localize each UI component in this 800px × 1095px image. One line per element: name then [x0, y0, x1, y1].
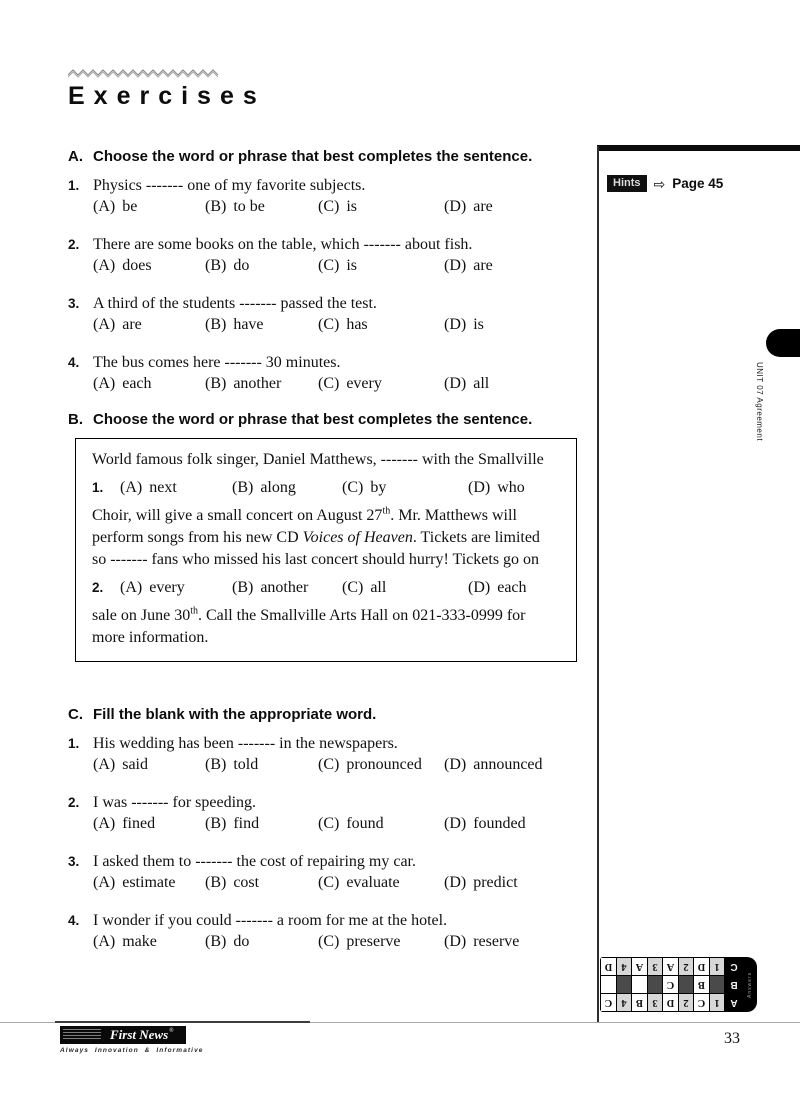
- option-text: are: [473, 198, 493, 215]
- question-number: 1.: [68, 736, 80, 751]
- answer-option: [318, 754, 444, 775]
- option-text: estimate: [122, 874, 176, 891]
- text-segment: sale on June 30: [92, 607, 191, 624]
- section-A: [68, 148, 582, 394]
- answer-option: [120, 577, 232, 599]
- question-number: 3.: [68, 854, 80, 869]
- options-row: [68, 255, 582, 276]
- question-line: [68, 733, 582, 754]
- option-text: have: [233, 316, 264, 333]
- passage-line: [92, 527, 562, 549]
- answer-key-answer-cell: D: [601, 958, 616, 975]
- option-letter: (D): [444, 257, 467, 274]
- option-text: fined: [122, 815, 156, 832]
- answer-key-number-cell: 1: [710, 958, 724, 975]
- option-letter: (C): [342, 479, 364, 496]
- answer-key-row: [601, 958, 743, 975]
- answer-option: [205, 754, 318, 775]
- answer-option: [318, 314, 444, 335]
- answer-key-number-cell: [679, 976, 693, 993]
- page-title: Exercises: [68, 82, 266, 110]
- option-letter: (A): [93, 933, 116, 950]
- option-text: each: [497, 579, 527, 596]
- question-text: The bus comes here ------- 30 minutes.: [93, 354, 341, 371]
- answer-key-answer-cell: C: [601, 994, 616, 1011]
- section-letter: A.: [68, 148, 83, 165]
- answer-option: [232, 577, 342, 599]
- answer-option: [93, 872, 205, 893]
- option-text: reserve: [473, 933, 520, 950]
- option-text: announced: [473, 756, 543, 773]
- options-row: [68, 373, 582, 394]
- hints-badge: Hints: [607, 175, 647, 192]
- option-text: by: [370, 479, 387, 496]
- option-letter: (B): [232, 479, 254, 496]
- option-letter: (B): [205, 198, 227, 215]
- option-letter: (B): [205, 316, 227, 333]
- answer-key: [600, 957, 757, 1012]
- answer-option: [468, 477, 562, 499]
- option-letter: (A): [120, 579, 143, 596]
- option-text: along: [260, 479, 296, 496]
- hints-reference: [607, 175, 723, 192]
- option-text: evaluate: [346, 874, 400, 891]
- question-text: I wonder if you could ------- a room for me at the hotel.: [93, 912, 448, 929]
- option-text: every: [149, 579, 185, 596]
- option-text: all: [473, 375, 490, 392]
- answer-key-number-cell: 4: [617, 958, 631, 975]
- option-text: another: [233, 375, 282, 392]
- option-letter: (C): [318, 316, 340, 333]
- right-arrow-icon: ⇨: [653, 175, 666, 192]
- answer-option: [93, 373, 205, 394]
- options-row: [68, 813, 582, 834]
- option-text: has: [346, 316, 368, 333]
- question: [68, 733, 582, 775]
- option-text: be: [122, 198, 138, 215]
- option-text: cost: [233, 874, 260, 891]
- answer-key-section-letter: B: [725, 976, 743, 993]
- answer-option: [318, 813, 444, 834]
- section-instruction: Choose the word or phrase that best completes the sentence.: [93, 411, 533, 428]
- answer-option: [318, 872, 444, 893]
- answer-option: [444, 754, 582, 775]
- passage-line: [92, 505, 562, 527]
- answer-key-number-cell: [710, 976, 724, 993]
- option-letter: (B): [205, 375, 227, 392]
- answer-option: [318, 931, 444, 952]
- answer-key-answer-cell: [632, 976, 647, 993]
- option-text: founded: [473, 815, 526, 832]
- text-segment: more information.: [92, 629, 209, 646]
- option-letter: (A): [120, 479, 143, 496]
- answer-key-number-cell: 4: [617, 994, 631, 1011]
- superscript: th: [190, 605, 198, 617]
- answer-key-answer-cell: C: [663, 976, 678, 993]
- question-number: 1.: [92, 480, 104, 495]
- question: [68, 175, 582, 217]
- answer-option: [205, 314, 318, 335]
- answer-key-label: Answers: [747, 971, 753, 998]
- answer-key-answer-cell: D: [663, 994, 678, 1011]
- answer-key-answer-cell: [601, 976, 616, 993]
- squiggle-decoration: [68, 68, 220, 78]
- option-letter: (C): [318, 756, 340, 773]
- logo-stripes-icon: [63, 1029, 101, 1041]
- option-letter: (C): [318, 198, 340, 215]
- answer-option: [93, 754, 205, 775]
- section-B: [68, 411, 582, 662]
- question-line: [68, 792, 582, 813]
- sidebar-divider-line: [597, 146, 599, 1023]
- option-letter: (D): [444, 815, 467, 832]
- question-line: [68, 175, 582, 196]
- option-letter: (A): [93, 874, 116, 891]
- option-text: found: [346, 815, 384, 832]
- option-text: are: [473, 257, 493, 274]
- question-number: 3.: [68, 296, 80, 311]
- option-text: every: [346, 375, 382, 392]
- answer-option: [205, 872, 318, 893]
- options-row: [68, 314, 582, 335]
- answer-key-number-cell: 3: [648, 958, 662, 975]
- answer-key-answer-cell: B: [694, 976, 709, 993]
- option-text: next: [149, 479, 177, 496]
- section-heading: [68, 411, 582, 428]
- section-C: [68, 706, 582, 952]
- answer-option: [232, 477, 342, 499]
- answer-key-answer-cell: A: [632, 958, 647, 975]
- text-segment: Choir, will give a small concert on August 27: [92, 507, 383, 524]
- option-letter: (C): [318, 375, 340, 392]
- unit-thumb-tab: [766, 329, 800, 357]
- question-text: There are some books on the table, which ------- about fish.: [93, 236, 473, 253]
- option-letter: (C): [342, 579, 364, 596]
- question-line: [68, 352, 582, 373]
- answer-option: [205, 255, 318, 276]
- answer-key-answer-cell: D: [694, 958, 709, 975]
- passage-line: [92, 449, 562, 471]
- answer-option: [93, 314, 205, 335]
- unit-label: UNIT 07 Agreement: [755, 362, 764, 442]
- question-number: 1.: [68, 178, 80, 193]
- question-number: 2.: [68, 795, 80, 810]
- answer-key-section-letter: A: [725, 994, 743, 1011]
- answer-key-section-letter: C: [725, 958, 743, 975]
- answer-option: [444, 931, 582, 952]
- option-letter: (C): [318, 933, 340, 950]
- option-letter: (A): [93, 756, 116, 773]
- option-letter: (B): [205, 257, 227, 274]
- exercise-content: [68, 148, 582, 969]
- answer-key-table: [600, 957, 757, 1012]
- option-letter: (D): [468, 579, 491, 596]
- answer-key-row: [601, 976, 743, 993]
- answer-option: [342, 577, 468, 599]
- option-text: do: [233, 933, 250, 950]
- section-letter: B.: [68, 411, 83, 428]
- section-heading: [68, 148, 582, 165]
- superscript: th: [382, 505, 391, 517]
- option-letter: (A): [93, 815, 116, 832]
- option-letter: (B): [205, 756, 227, 773]
- question-number: 4.: [68, 913, 80, 928]
- section-instruction: Fill the blank with the appropriate word.: [93, 706, 377, 723]
- question-number: 4.: [68, 355, 80, 370]
- question-line: [68, 234, 582, 255]
- answer-option: [120, 477, 232, 499]
- question-line: [68, 910, 582, 931]
- embedded-options-row: [92, 477, 562, 499]
- question-text: I asked them to ------- the cost of repairing my car.: [93, 853, 416, 870]
- question-text: I was ------- for speeding.: [93, 794, 257, 811]
- answer-option: [205, 931, 318, 952]
- option-letter: (C): [318, 874, 340, 891]
- sidebar-top-rule: [597, 145, 800, 151]
- question-text: His wedding has been ------- in the newspapers.: [93, 735, 398, 752]
- section-instruction: Choose the word or phrase that best completes the sentence.: [93, 148, 533, 165]
- question-line: [68, 293, 582, 314]
- answer-key-number-cell: [617, 976, 631, 993]
- brand-name: First News: [110, 1027, 169, 1042]
- option-text: preserve: [346, 933, 401, 950]
- brand-tagline: Always Innovation & Informative: [60, 1047, 204, 1054]
- option-text: who: [497, 479, 525, 496]
- option-text: does: [122, 257, 152, 274]
- question: [68, 792, 582, 834]
- question-number: 2.: [92, 580, 104, 595]
- answer-key-number-cell: 3: [648, 994, 662, 1011]
- option-letter: (A): [93, 257, 116, 274]
- answer-option: [444, 872, 582, 893]
- answer-option: [444, 196, 582, 217]
- question: [68, 851, 582, 893]
- passage-box: [75, 438, 577, 662]
- answer-key-grid: [600, 957, 743, 1012]
- text-segment: so ------- fans who missed his last concert should hurry! Tickets go on: [92, 551, 540, 568]
- answer-option: [444, 373, 582, 394]
- section-letter: C.: [68, 706, 83, 723]
- question-line: [68, 851, 582, 872]
- answer-option: [205, 196, 318, 217]
- answer-option: [93, 196, 205, 217]
- passage-line: [92, 549, 562, 571]
- option-letter: (D): [444, 933, 467, 950]
- option-text: each: [122, 375, 152, 392]
- passage-line: [92, 605, 562, 627]
- passage-line: [92, 627, 562, 649]
- option-letter: (B): [205, 874, 227, 891]
- answer-option: [93, 931, 205, 952]
- option-letter: (D): [444, 316, 467, 333]
- option-text: are: [122, 316, 142, 333]
- answer-option: [205, 373, 318, 394]
- answer-key-answer-cell: A: [663, 958, 678, 975]
- option-text: make: [122, 933, 157, 950]
- footer-rule-dark: [55, 1021, 310, 1023]
- option-letter: (B): [205, 933, 227, 950]
- text-segment: . Mr. Matthews will: [390, 507, 517, 524]
- answer-key-number-cell: 2: [679, 958, 693, 975]
- option-text: to be: [233, 198, 265, 215]
- option-letter: (D): [444, 198, 467, 215]
- option-letter: (D): [468, 479, 491, 496]
- page-number: 33: [724, 1030, 740, 1047]
- answer-option: [318, 196, 444, 217]
- option-text: pronounced: [346, 756, 422, 773]
- answer-option: [444, 314, 582, 335]
- hints-page-reference: Page 45: [672, 176, 724, 191]
- options-row: [68, 872, 582, 893]
- option-text: is: [346, 257, 357, 274]
- answer-key-number-cell: 2: [679, 994, 693, 1011]
- question: [68, 352, 582, 394]
- italic-text: Voices of Heaven: [302, 529, 413, 546]
- option-text: told: [233, 756, 259, 773]
- text-segment: . Call the Smallville Arts Hall on 021-333-0999 for: [197, 607, 526, 624]
- answer-option: [444, 255, 582, 276]
- option-letter: (D): [444, 874, 467, 891]
- options-row: [68, 754, 582, 775]
- option-text: is: [473, 316, 484, 333]
- answer-option: [205, 813, 318, 834]
- option-text: find: [233, 815, 260, 832]
- answer-key-tab: [743, 957, 757, 1012]
- answer-option: [342, 477, 468, 499]
- answer-key-number-cell: 1: [710, 994, 724, 1011]
- embedded-options-row: [92, 577, 562, 599]
- answer-key-answer-cell: B: [632, 994, 647, 1011]
- question-number: 2.: [68, 237, 80, 252]
- question: [68, 910, 582, 952]
- brand-logo: [60, 1026, 186, 1044]
- option-letter: (A): [93, 316, 116, 333]
- option-text: is: [346, 198, 357, 215]
- question: [68, 293, 582, 335]
- answer-option: [318, 255, 444, 276]
- option-letter: (B): [205, 815, 227, 832]
- text-segment: . Tickets are limited: [412, 529, 540, 546]
- answer-key-row: [601, 994, 743, 1011]
- text-segment: perform songs from his new CD: [92, 529, 303, 546]
- answer-key-number-cell: [648, 976, 662, 993]
- option-text: another: [260, 579, 309, 596]
- answer-option: [468, 577, 562, 599]
- answer-option: [318, 373, 444, 394]
- question: [68, 234, 582, 276]
- option-text: all: [370, 579, 387, 596]
- answer-key-answer-cell: C: [694, 994, 709, 1011]
- section-heading: [68, 706, 582, 723]
- option-text: predict: [473, 874, 518, 891]
- option-text: do: [233, 257, 250, 274]
- option-letter: (D): [444, 375, 467, 392]
- option-letter: (C): [318, 815, 340, 832]
- option-letter: (A): [93, 375, 116, 392]
- question-text: Physics ------- one of my favorite subjects.: [93, 177, 366, 194]
- options-row: [68, 931, 582, 952]
- option-letter: (C): [318, 257, 340, 274]
- answer-option: [93, 255, 205, 276]
- option-letter: (A): [93, 198, 116, 215]
- options-row: [68, 196, 582, 217]
- text-segment: World famous folk singer, Daniel Matthews, ------- with the Smallville: [92, 451, 544, 468]
- answer-option: [444, 813, 582, 834]
- question-text: A third of the students ------- passed the test.: [93, 295, 377, 312]
- option-letter: (B): [232, 579, 254, 596]
- answer-option: [93, 813, 205, 834]
- option-letter: (D): [444, 756, 467, 773]
- option-text: said: [122, 756, 148, 773]
- registered-mark: ®: [169, 1028, 174, 1034]
